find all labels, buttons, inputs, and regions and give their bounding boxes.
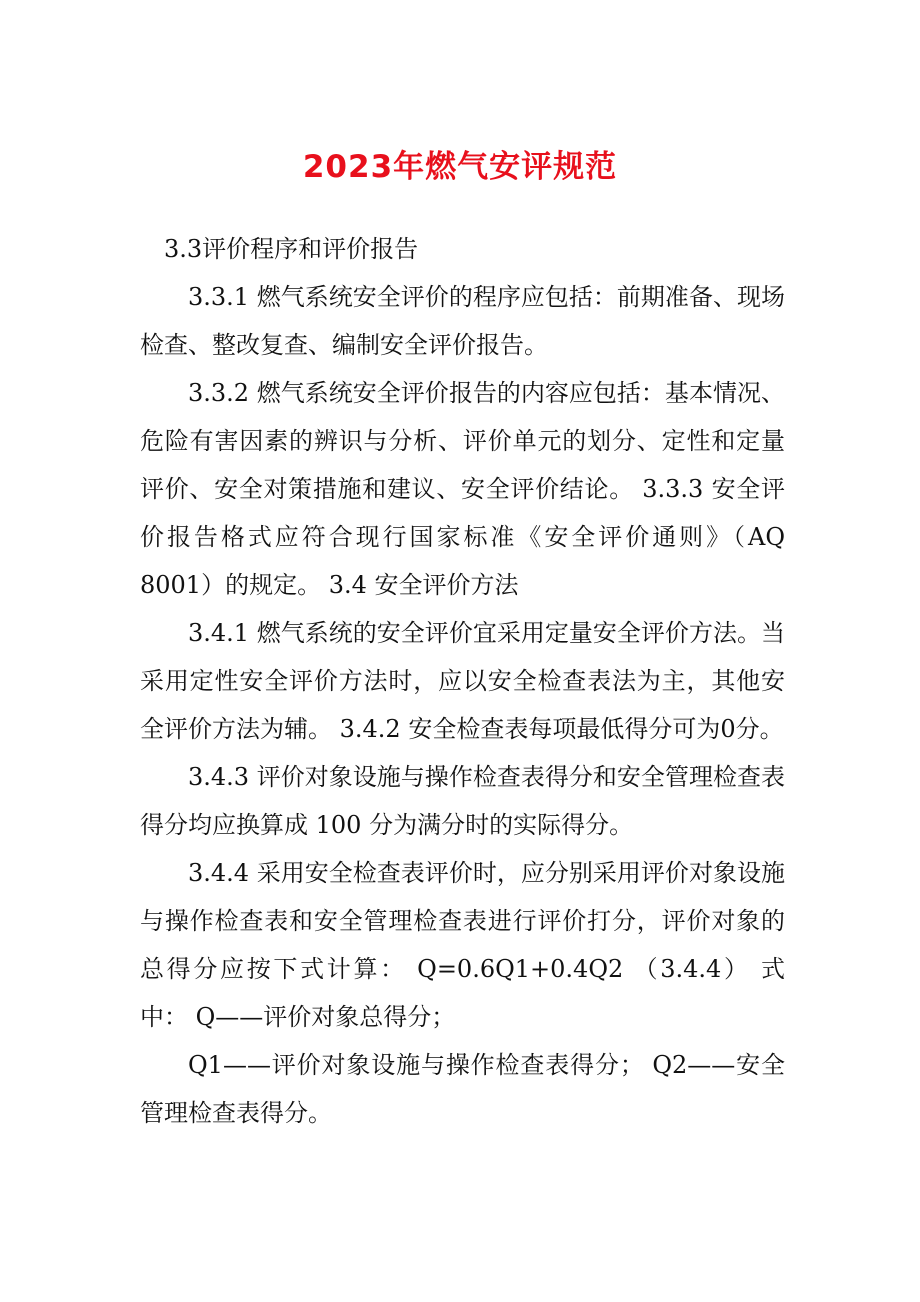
- paragraph-3-4-4: 3.4.4 采用安全检查表评价时，应分别采用评价对象设施与操作检查表和安全管理检查表进行评价打分，评价对象的总得分应按下式计算： Q=0.6Q1+0.4Q2 （3.4.4） 式中： Q——评价对象总得分；: [140, 859, 785, 1031]
- section-heading-3-3: 3.3评价程序和评价报告: [164, 235, 419, 263]
- paragraph-3-3-2: 3.3.2 燃气系统安全评价报告的内容应包括：基本情况、危险有害因素的辨识与分析、评价单元的划分、定性和定量评价、安全对策措施和建议、安全评价结论。 3.3.3 安全评价报告格式应符合现行国家标准《安全评价通则》（AQ 8001）的规定。 3.4 安全评价方法: [140, 379, 785, 599]
- paragraph-3-4-1: 3.4.1 燃气系统的安全评价宜采用定量安全评价方法。当采用定性安全评价方法时，应以安全检查表法为主，其他安全评价方法为辅。 3.4.2 安全检查表每项最低得分可为0分。: [140, 619, 785, 743]
- document-body: [140, 225, 785, 1137]
- paragraph-q1-q2: Q1——评价对象设施与操作检查表得分； Q2——安全管理检查表得分。: [140, 1051, 785, 1127]
- paragraph-3-3-1: 3.3.1 燃气系统安全评价的程序应包括：前期准备、现场检查、整改复查、编制安全评价报告。: [140, 283, 785, 359]
- paragraph-3-4-3: 3.4.3 评价对象设施与操作检查表得分和安全管理检查表得分均应换算成 100 分为满分时的实际得分。: [140, 763, 785, 839]
- document-title: 2023年燃气安评规范: [302, 149, 618, 185]
